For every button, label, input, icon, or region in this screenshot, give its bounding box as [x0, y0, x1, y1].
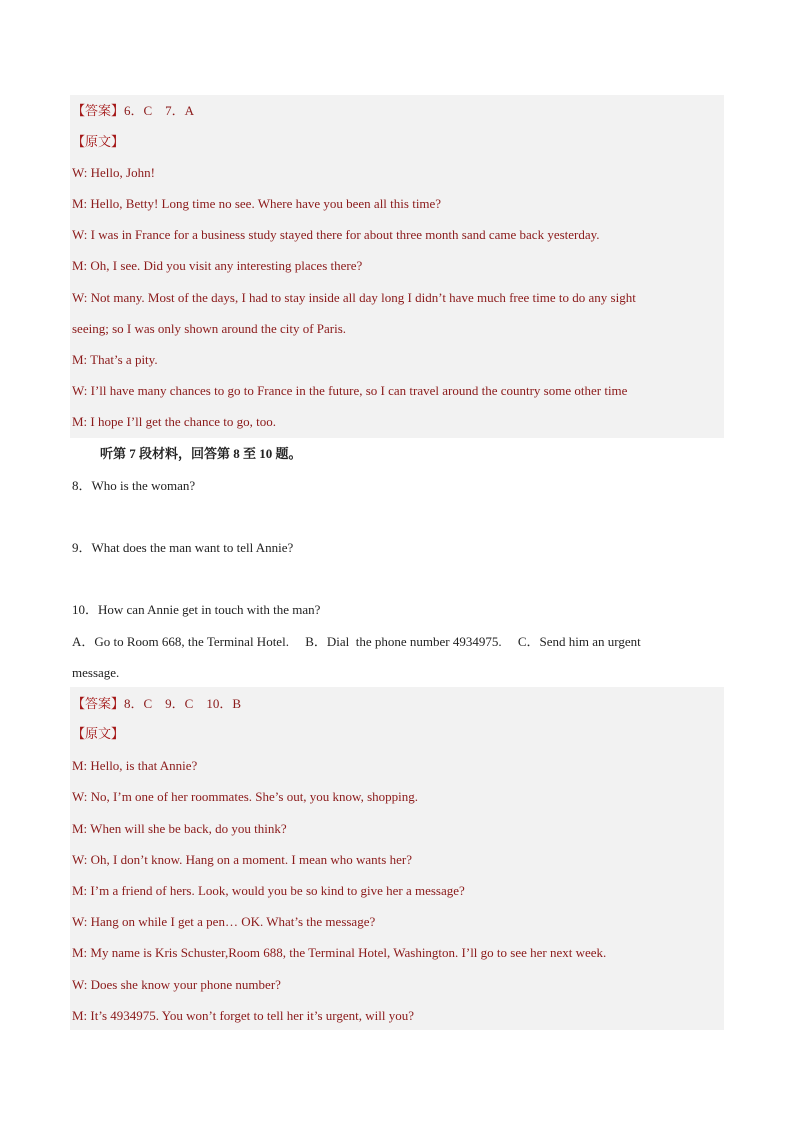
dialogue-line: W: I was in France for a business study stayed there for about three month sand came back yesterday.	[70, 219, 724, 250]
answer-label: 【答案】	[72, 103, 125, 118]
source-label: 【原文】	[70, 126, 724, 157]
dialogue-line: W: Hang on while I get a pen… OK. What’s the message?	[70, 905, 724, 936]
answer-label: 【答案】	[72, 696, 125, 711]
dialogue-line: M: My name is Kris Schuster,Room 688, the Terminal Hotel, Washington. I’ll go to see her next week.	[70, 936, 724, 968]
question-stem: 9．What does the man want to tell Annie?	[72, 540, 294, 555]
dialogue-line: W: Does she know your phone number?	[70, 968, 724, 999]
dialogue-line: M: Hello, Betty! Long time no see. Where have you been all this time?	[70, 188, 724, 219]
answer-line-1	[70, 95, 724, 126]
dialogue-line: W: Hello, John!	[70, 157, 724, 188]
dialogue-line: M: Hello, is that Annie?	[70, 749, 724, 780]
dialogue-line: W: No, I’m one of her roommates. She’s out, you know, shopping.	[70, 780, 724, 812]
dialogue-line: M: That’s a pity.	[70, 343, 724, 374]
dialogue-line: W: Not many. Most of the days, I had to stay inside all day long I didn’t have much free time to do any sight	[70, 281, 724, 312]
dialogue-line: M: Oh, I see. Did you visit any interesting places there?	[70, 250, 724, 281]
question-options: A．Go to Room 668, the Terminal Hotel. B．Dial the phone number 4934975. C．Send him an urgent	[72, 634, 641, 649]
question-stem: 8．Who is the woman?	[72, 478, 196, 493]
dialogue-line: W: Oh, I don’t know. Hang on a moment. I mean who wants her?	[70, 843, 724, 874]
section-heading: 听第 7 段材料，回答第 8 至 10 题。	[100, 446, 302, 461]
dialogue-line: M: It’s 4934975. You won’t forget to tell her it’s urgent, will you?	[70, 999, 724, 1030]
dialogue-line: M: I’m a friend of hers. Look, would you be so kind to give her a message?	[70, 874, 724, 905]
dialogue-line: W: I’ll have many chances to go to France in the future, so I can travel around the country some other time	[70, 374, 724, 405]
source-label: 【原文】	[70, 718, 724, 749]
dialogue-line: seeing; so I was only shown around the city of Paris.	[70, 312, 724, 343]
answer-text: 8．C 9．C 10．B	[124, 696, 242, 711]
dialogue-line: M: When will she be back, do you think?	[70, 812, 724, 843]
answer-text: 6．C 7．A	[124, 103, 195, 118]
answer-line-2	[70, 687, 724, 718]
question-options-continued: message.	[72, 665, 120, 680]
question-stem: 10．How can Annie get in touch with the man?	[72, 602, 321, 617]
dialogue-line: M: I hope I’ll get the chance to go, too.	[70, 405, 724, 438]
